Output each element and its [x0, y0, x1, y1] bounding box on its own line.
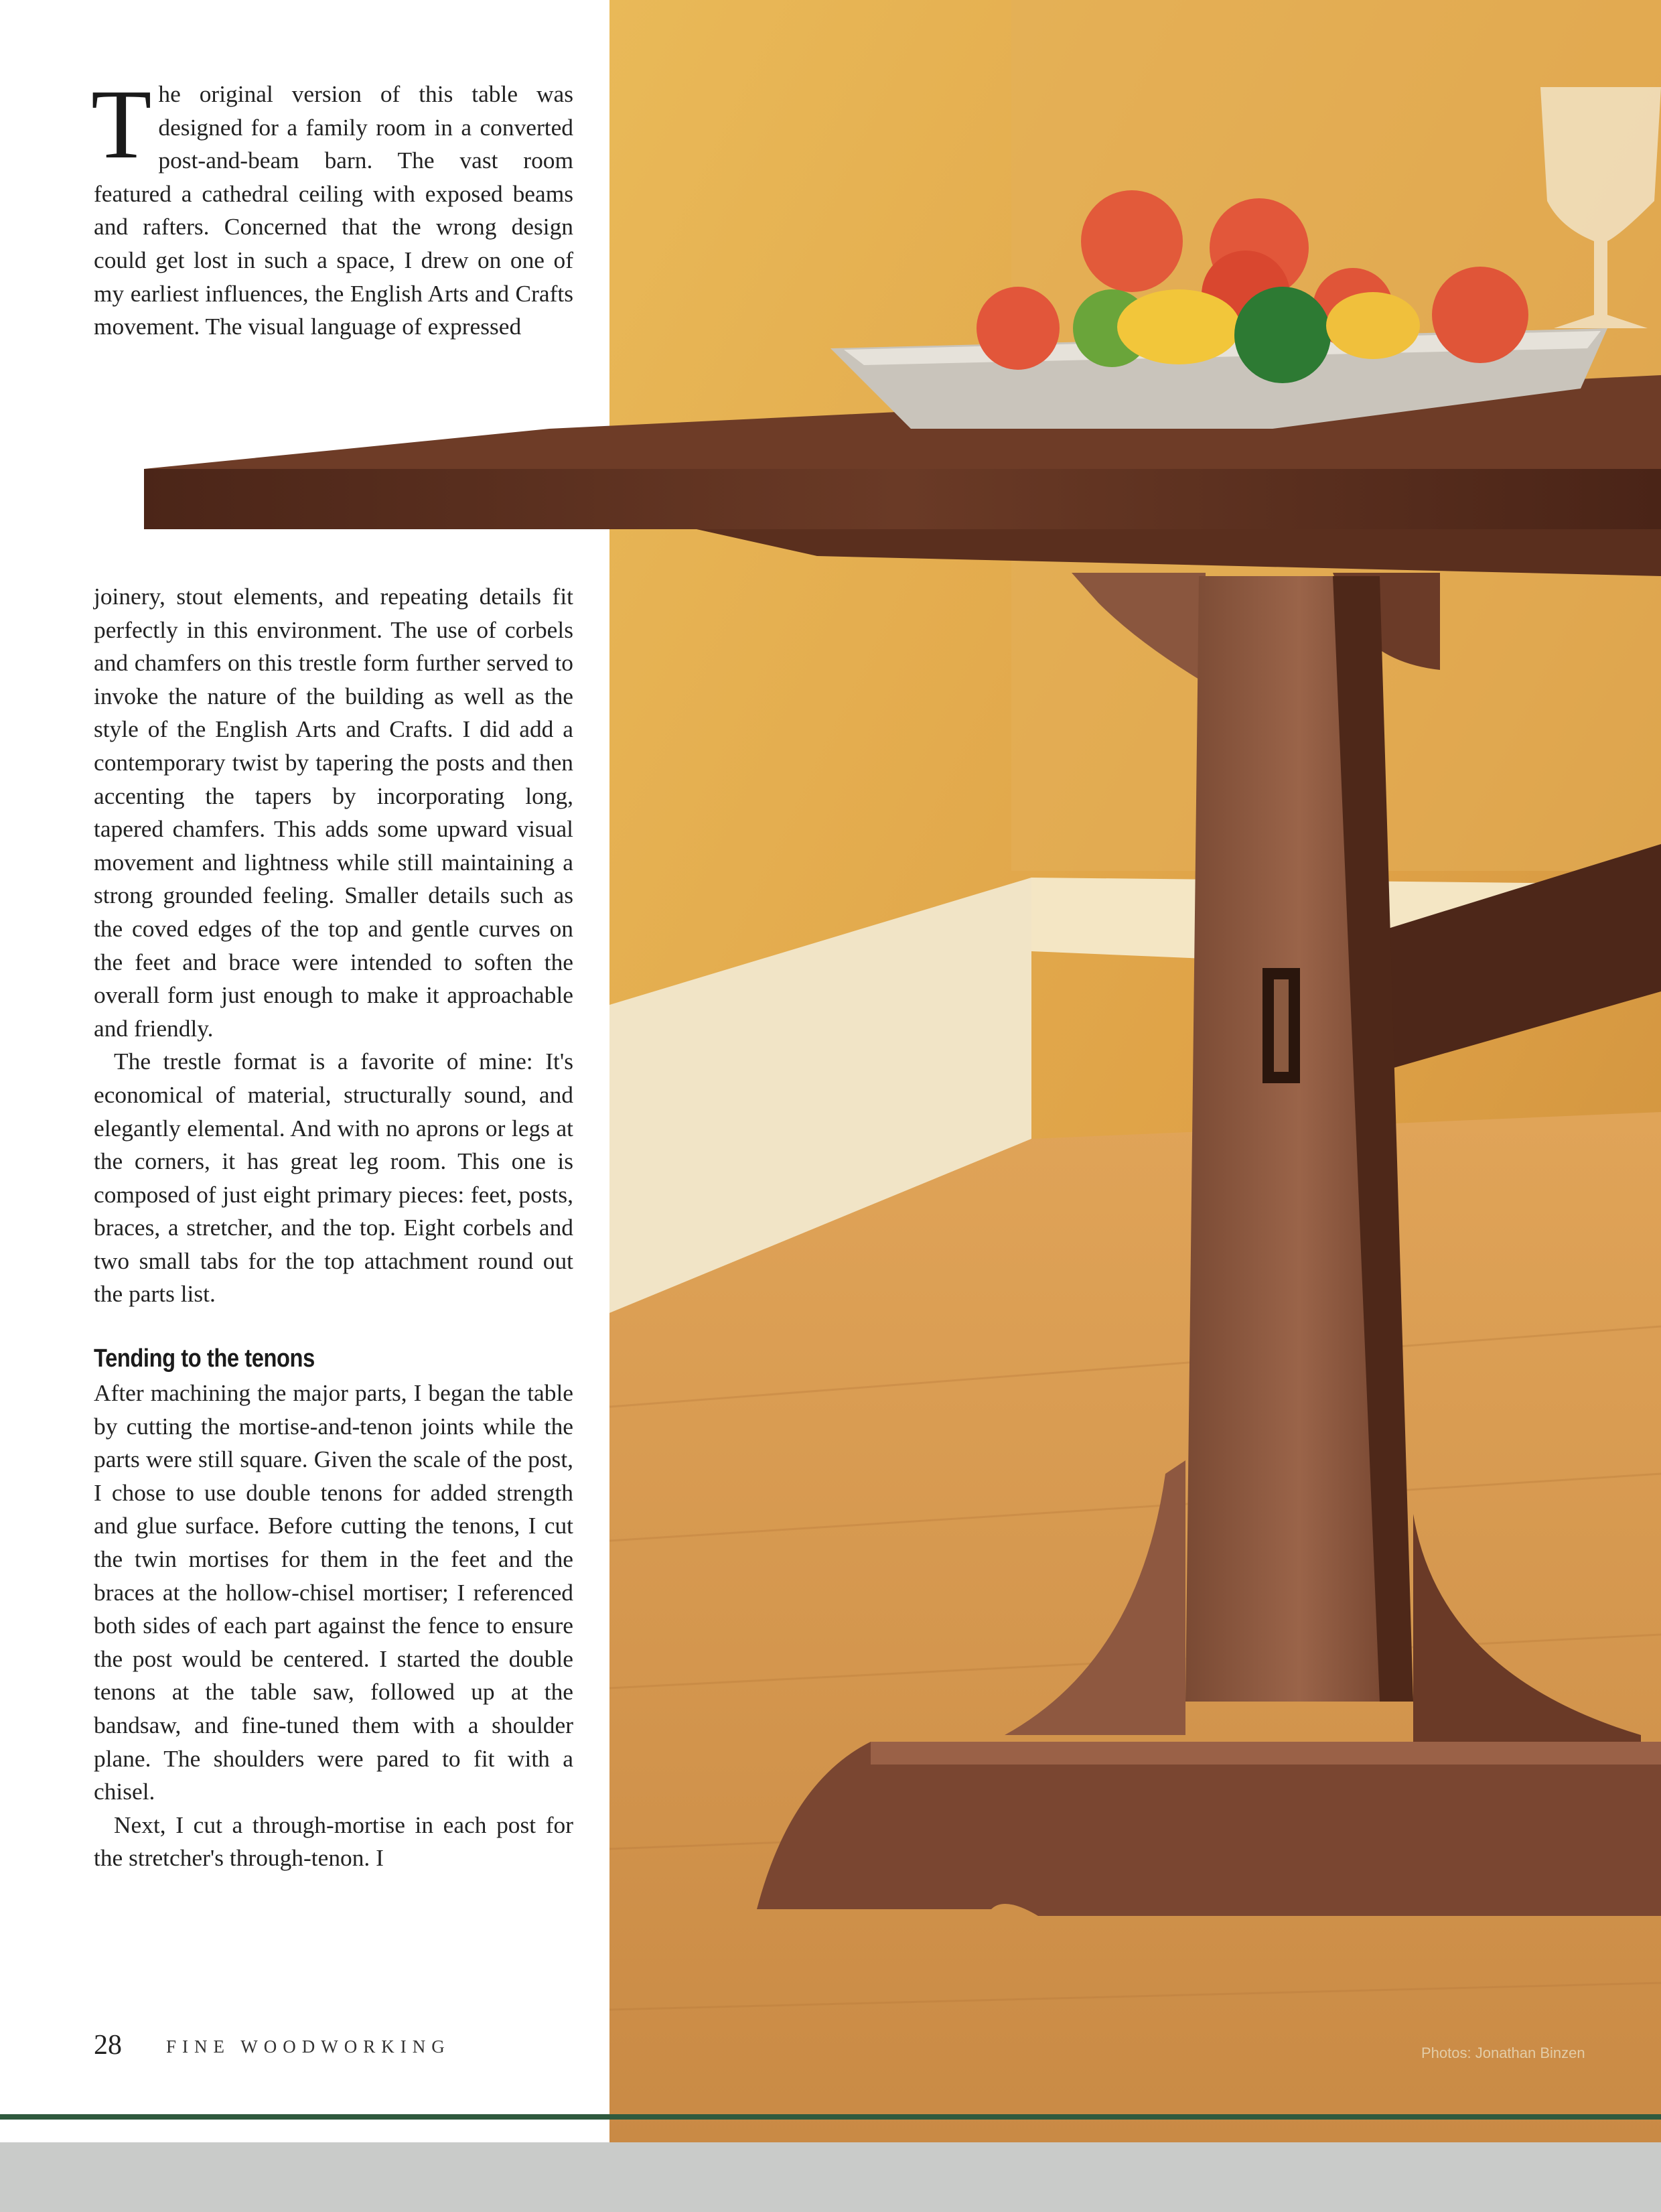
mortise-paragraph: Next, I cut a through-mortise in each post for the stretcher's through-tenon. I [94, 1811, 573, 1872]
drop-cap: T [91, 70, 152, 180]
intro-paragraph-continued: joinery, stout elements, and repeating details fit perfectly in this environment. The use of corbels and chamfers on this trestle form further served to invoke the nature of the building as well as the style of the English Arts and Crafts. I did add a contemporary twist by tapering the posts and then accenting the tapers by incorporating long, tapered chamfers. This adds some upward visual movement and lightness while still maintaining a strong grounded feeling. Smaller details such as the coved edges of the top and gentle curves on the feet and brace were intended to soften the overall form just enough to make it approachable and friendly. [94, 583, 573, 1042]
page-number: 28 [94, 2030, 122, 2061]
magazine-name: FINE WOODWORKING [166, 2036, 451, 2057]
section-heading: Tending to the tenons [94, 1344, 315, 1373]
scan-margin [0, 2142, 1661, 2212]
trestle-paragraph: The trestle format is a favorite of mine: It's economical of material, structurally sound, and elegantly elemental. And with no aprons or legs at the corners, it has great leg room. This one is composed of just eight primary pieces: feet, posts, braces, a stretcher, and the top. Eight corbels and two small tabs for the top attachment round out the parts list. [94, 1048, 573, 1308]
photo-credit: Photos: Jonathan Binzen [1421, 2045, 1585, 2061]
intro-text-block [91, 70, 573, 344]
tenons-paragraph: After machining the major parts, I began the table by cutting the mortise-and-tenon joints while the parts were still square. Given the scale of the post, I chose to use double tenons for added strength and glue surface. Before cutting the tenons, I cut the twin mortises for them in the feet and the braces at the hollow-chisel mortiser; I referenced both sides of each part against the fence to ensure the post would be centered. I started the double tenons at the table saw, followed up at the bandsaw, and fine-tuned them with a shoulder plane. The shoulders were pared to fit with a chisel. [94, 1379, 573, 1805]
footer-rule [0, 2114, 1661, 2120]
intro-paragraph: he original version of this table was designed for a family room in a converted post-and-beam barn. The vast room featured a cathedral ceiling with exposed beams and rafters. Concerned that the wrong design could get lost in such a space, I drew on one of my earliest influences, the English Arts and Crafts movement. The visual language of expressed [94, 80, 573, 340]
body-text-block [94, 580, 573, 1875]
